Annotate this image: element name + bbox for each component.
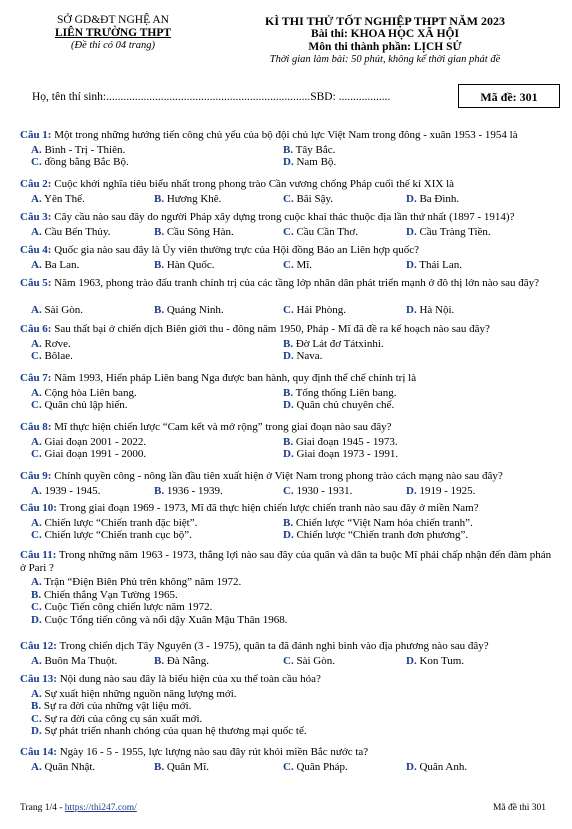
option-text: Trận “Điện Biên Phủ trên không” năm 1972.: [41, 576, 242, 589]
option-text: Cầu Bến Thủy.: [41, 225, 111, 238]
option-b: [283, 387, 396, 400]
option-letter: C.: [283, 654, 294, 667]
question-1: [20, 129, 556, 142]
option-a: [31, 517, 197, 530]
question-number: Câu 13:: [20, 673, 57, 685]
option-d: [283, 399, 394, 412]
option-a: [31, 193, 85, 206]
question-number: Câu 11:: [20, 549, 57, 561]
option-text: Ba Lan.: [41, 258, 80, 271]
option-text: Ba Đình.: [416, 192, 460, 205]
question-text: Nội dung nào sau đây là biểu hiện của xu thế toàn cầu hóa?: [56, 673, 321, 685]
option-letter: D.: [31, 614, 42, 626]
option-text: 1930 - 1931.: [293, 484, 353, 497]
question-13: [20, 673, 556, 686]
option-text: Quân Mĩ.: [164, 760, 210, 773]
question-number: Câu 1:: [20, 129, 52, 141]
option-letter: D.: [283, 529, 294, 542]
option-letter: B.: [154, 304, 165, 317]
option-letter: C.: [283, 304, 294, 317]
option-letter: D.: [283, 448, 294, 461]
option-c: [31, 156, 129, 169]
option-text: Quân Anh.: [416, 760, 468, 773]
question-9: [20, 470, 556, 483]
option-letter: D.: [406, 484, 417, 497]
option-text: Buôn Ma Thuột.: [41, 654, 118, 667]
option-text: Cuộc Tiến công chiến lược năm 1972.: [41, 601, 213, 614]
question-number: Câu 2:: [20, 178, 52, 190]
option-letter: B.: [283, 386, 294, 399]
option-letter: C.: [283, 192, 294, 205]
option-c: [31, 601, 212, 614]
question-text: Sau thất bại ở chiến dịch Biên giới thu - đông năm 1950, Pháp - Mĩ đã đề ra kế hoạch nào sau đây?: [51, 323, 490, 335]
option-letter: A.: [31, 760, 42, 773]
option-letter: A.: [31, 192, 42, 205]
option-b: [154, 226, 234, 239]
option-text: Kon Tum.: [416, 654, 465, 667]
option-text: Cuộc Tổng tiến công và nổi dậy Xuân Mậu Thân 1968.: [41, 614, 288, 626]
question-text: Trong những năm 1963 - 1973, thắng lợi nào sau đây của quân và dân ta buộc Mĩ phải chấp nhận đến đàm phán ở Pari ?: [20, 549, 552, 574]
question-5: [20, 277, 556, 290]
question-number: Câu 10:: [20, 502, 57, 514]
question-4: [20, 244, 556, 257]
option-text: Giai đoạn 1945 - 1973.: [293, 435, 398, 448]
option-letter: A.: [31, 516, 42, 529]
option-text: Cầu Cần Thơ.: [293, 225, 358, 238]
option-b: [154, 655, 209, 668]
option-text: Sài Gòn.: [41, 304, 83, 317]
question-number: Câu 4:: [20, 244, 52, 256]
option-letter: D.: [283, 350, 294, 363]
option-letter: B.: [154, 654, 165, 667]
option-letter: B.: [283, 143, 294, 156]
option-text: Quân chủ chuyên chế.: [293, 399, 395, 412]
question-text: Trong giai đoạn 1969 - 1973, Mĩ đã thực hiện chiến lược chiến tranh nào sau đây ở miền Nam?: [56, 502, 479, 514]
exam-subject: Bài thi: KHOA HỌC XÃ HỘI: [311, 28, 459, 40]
option-text: Chiến lược “Chiến tranh cục bộ”.: [41, 529, 192, 542]
option-letter: A.: [31, 484, 42, 497]
option-text: Bãi Sậy.: [293, 192, 334, 205]
option-text: Giai đoạn 1973 - 1991.: [293, 448, 399, 461]
option-letter: D.: [406, 258, 417, 271]
question-14: [20, 746, 556, 759]
option-text: Hà Nội.: [416, 304, 455, 317]
option-b: [31, 589, 178, 602]
option-letter: B.: [154, 760, 165, 773]
time-note: Thời gian làm bài: 50 phút, không kể thời gian phát đề: [269, 54, 501, 65]
option-text: Quảng Ninh.: [164, 304, 224, 317]
option-text: Sự xuất hiện những nguồn năng lượng mới.: [41, 687, 237, 700]
option-a: [31, 226, 110, 239]
option-a: [31, 144, 125, 157]
option-text: Sự ra đời của những vật liệu mới.: [41, 700, 192, 713]
option-b: [283, 144, 335, 157]
option-letter: D.: [406, 654, 417, 667]
option-letter: A.: [31, 258, 42, 271]
option-text: Nam Bộ.: [293, 156, 337, 169]
option-text: Hải Phòng.: [293, 304, 346, 317]
option-letter: D.: [283, 156, 294, 169]
option-text: 1919 - 1925.: [416, 484, 476, 497]
question-number: Câu 9:: [20, 470, 52, 482]
option-letter: C.: [31, 350, 42, 363]
option-letter: A.: [31, 304, 42, 317]
footer-page: [20, 803, 137, 813]
option-c: [31, 399, 128, 412]
footer-link[interactable]: https://thi247.com/: [64, 803, 137, 813]
option-text: 1936 - 1939.: [164, 484, 223, 497]
option-letter: A.: [31, 654, 42, 667]
option-letter: C.: [31, 399, 42, 412]
option-d: [283, 156, 336, 169]
option-letter: B.: [154, 258, 165, 271]
option-letter: C.: [31, 529, 42, 542]
option-text: Sự ra đời của công cụ sản xuất mới.: [41, 712, 203, 725]
option-text: Sự phát triển nhanh chóng của quan hệ thương mại quốc tế.: [41, 725, 307, 738]
option-letter: A.: [31, 435, 42, 448]
option-a: [31, 576, 241, 589]
footer-code: Mã đề thi 301: [492, 803, 546, 813]
question-number: Câu 5:: [20, 277, 52, 289]
option-a: [31, 655, 117, 668]
option-text: Quân Pháp.: [293, 760, 348, 773]
option-letter: B.: [154, 484, 165, 497]
option-text: Yên Thế.: [41, 192, 85, 205]
option-d: [406, 304, 454, 317]
option-letter: A.: [31, 143, 42, 156]
option-letter: B.: [283, 516, 294, 529]
option-a: [31, 485, 100, 498]
option-a: [31, 259, 79, 272]
option-letter: D.: [31, 725, 42, 738]
question-11: [20, 549, 556, 574]
option-c: [283, 193, 333, 206]
question-10: [20, 502, 556, 515]
option-b: [154, 485, 223, 498]
option-letter: A.: [31, 337, 42, 350]
option-d: [406, 259, 462, 272]
question-number: Câu 7:: [20, 372, 52, 384]
option-letter: B.: [31, 588, 42, 601]
option-letter: A.: [31, 576, 42, 589]
option-b: [31, 700, 191, 713]
option-text: Tây Bắc.: [293, 143, 336, 156]
option-text: Đờ Lát đơ Tátxinhi.: [293, 337, 384, 350]
option-c: [31, 350, 73, 363]
option-letter: D.: [406, 225, 417, 238]
option-text: Sài Gòn.: [293, 654, 335, 667]
question-text: Ngày 16 - 5 - 1955, lực lượng nào sau đây rút khỏi miền Bắc nước ta?: [56, 746, 369, 758]
question-number: Câu 14:: [20, 746, 57, 758]
question-text: Cây cầu nào sau đây do người Pháp xây dựng trong cuộc khai thác thuộc địa lần thứ nhất (1897 - 1914)?: [51, 211, 515, 223]
option-letter: B.: [283, 435, 294, 448]
option-b: [283, 517, 473, 530]
question-text: Một trong những hướng tiến công chủ yếu của bộ đội chủ lực Việt Nam trong đông - xuân 1953 - 1954 là: [51, 129, 518, 141]
option-text: Nava.: [293, 350, 323, 363]
exam-code-box: Mã đề: 301: [458, 84, 560, 108]
option-d: [406, 761, 467, 774]
option-text: Giai đoạn 2001 - 2022.: [41, 435, 147, 448]
question-text: Trong chiến dịch Tây Nguyên (3 - 1975), quân ta đã đánh nghi binh vào địa phương nào sau đây?: [56, 640, 489, 652]
option-a: [31, 761, 95, 774]
option-text: đồng bằng Bắc Bộ.: [41, 156, 129, 169]
option-text: Cầu Sông Hàn.: [164, 225, 234, 238]
option-letter: D.: [283, 399, 294, 412]
option-d: [283, 529, 468, 542]
option-text: Thái Lan.: [416, 258, 463, 271]
option-text: Bình - Trị - Thiên.: [41, 143, 126, 156]
option-d: [283, 448, 398, 461]
option-b: [154, 304, 224, 317]
option-text: Hàn Quốc.: [164, 258, 215, 271]
question-2: [20, 178, 556, 191]
option-letter: A.: [31, 687, 42, 700]
option-a: [31, 436, 146, 449]
option-letter: B.: [31, 700, 42, 713]
option-text: 1939 - 1945.: [41, 484, 101, 497]
option-d: [406, 485, 475, 498]
option-text: Giai đoạn 1991 - 2000.: [41, 448, 147, 461]
option-letter: C.: [283, 484, 294, 497]
option-b: [283, 338, 384, 351]
option-d: [31, 614, 288, 627]
option-text: Mĩ.: [293, 258, 313, 271]
option-b: [154, 193, 221, 206]
option-text: Quân Nhật.: [41, 760, 96, 773]
question-8: [20, 421, 556, 434]
question-text: Năm 1963, phong trào đấu tranh chính trị của các tầng lớp nhân dân phát triển mạnh ở đô thị lớn nào sau đây?: [51, 277, 540, 289]
question-text: Chính quyền công - nông lần đầu tiên xuất hiện ở Việt Nam trong phong trào cách mạng nào sau đây?: [51, 470, 503, 482]
option-letter: C.: [283, 760, 294, 773]
option-text: Hương Khê.: [164, 192, 222, 205]
pages-note: (Đề thi có 04 trang): [71, 40, 155, 51]
option-text: Chiến lược “Chiến tranh đặc biệt”.: [41, 516, 198, 529]
option-d: [283, 350, 322, 363]
option-letter: C.: [31, 448, 42, 461]
option-a: [31, 387, 137, 400]
header-left: [18, 14, 208, 52]
option-letter: C.: [31, 156, 42, 169]
option-a: [31, 338, 71, 351]
option-text: Cầu Tràng Tiền.: [416, 225, 491, 238]
option-letter: C.: [283, 258, 294, 271]
school-name: LIÊN TRƯỜNG THPT: [54, 27, 172, 39]
option-a: [31, 688, 237, 701]
option-letter: D.: [406, 192, 417, 205]
option-b: [154, 259, 215, 272]
option-letter: A.: [31, 386, 42, 399]
option-text: Đà Nẵng.: [164, 654, 209, 667]
question-text: Năm 1993, Hiến pháp Liên bang Nga được ban hành, quy định thể chế chính trị là: [51, 372, 417, 384]
question-text: Quốc gia nào sau đây là Ủy viên thường trực của Hội đồng Bảo an Liên hợp quốc?: [51, 244, 420, 256]
option-letter: B.: [283, 337, 294, 350]
option-c: [31, 448, 146, 461]
question-3: [20, 211, 556, 224]
option-text: Rơve.: [41, 337, 71, 350]
option-letter: A.: [31, 225, 42, 238]
option-c: [283, 259, 312, 272]
option-d: [406, 655, 464, 668]
option-b: [283, 436, 398, 449]
page-number: Trang 1/4 -: [20, 803, 65, 813]
option-text: Bôlae.: [41, 350, 73, 363]
option-c: [31, 529, 192, 542]
option-text: Tổng thống Liên bang.: [293, 386, 397, 399]
option-d: [406, 226, 491, 239]
option-letter: B.: [154, 225, 165, 238]
option-c: [283, 226, 358, 239]
option-letter: C.: [31, 712, 42, 725]
option-d: [31, 725, 307, 738]
dept-name: SỞ GD&ĐT NGHỆ AN: [57, 14, 169, 26]
question-number: Câu 8:: [20, 421, 52, 433]
question-7: [20, 372, 556, 385]
option-text: Chiến lược “Chiến tranh đơn phương”.: [293, 529, 469, 542]
question-number: Câu 12:: [20, 640, 57, 652]
question-12: [20, 640, 556, 653]
option-c: [283, 655, 335, 668]
option-a: [31, 304, 83, 317]
option-c: [283, 761, 348, 774]
option-text: Cộng hòa Liên bang.: [41, 386, 137, 399]
option-letter: C.: [283, 225, 294, 238]
question-text: Cuộc khởi nghĩa tiêu biểu nhất trong phong trào Cần vương chống Pháp cuối thế kỉ XIX là: [51, 178, 455, 190]
option-c: [283, 304, 346, 317]
option-c: [31, 713, 202, 726]
option-text: Chiến lược “Việt Nam hóa chiến tranh”.: [293, 516, 473, 529]
option-letter: B.: [154, 192, 165, 205]
option-letter: D.: [406, 304, 417, 317]
question-text: Mĩ thực hiện chiến lược “Cam kết và mở rộng” trong giai đoạn nào sau đây?: [51, 421, 392, 433]
option-letter: C.: [31, 601, 42, 614]
exam-title: KÌ THI THỬ TỐT NGHIỆP THPT NĂM 2023: [265, 14, 505, 28]
option-text: Quân chủ lập hiến.: [41, 399, 128, 412]
header-right: [210, 14, 560, 66]
candidate-line: Họ, tên thí sinh:.......................................................................SBD: ..................: [32, 91, 391, 103]
option-letter: D.: [406, 760, 417, 773]
question-number: Câu 6:: [20, 323, 52, 335]
question-6: [20, 323, 556, 336]
question-number: Câu 3:: [20, 211, 52, 223]
option-text: Chiến thắng Vạn Tường 1965.: [41, 588, 178, 601]
option-b: [154, 761, 209, 774]
option-d: [406, 193, 459, 206]
exam-component: Môn thi thành phần: LỊCH SỬ: [308, 41, 462, 53]
option-c: [283, 485, 352, 498]
